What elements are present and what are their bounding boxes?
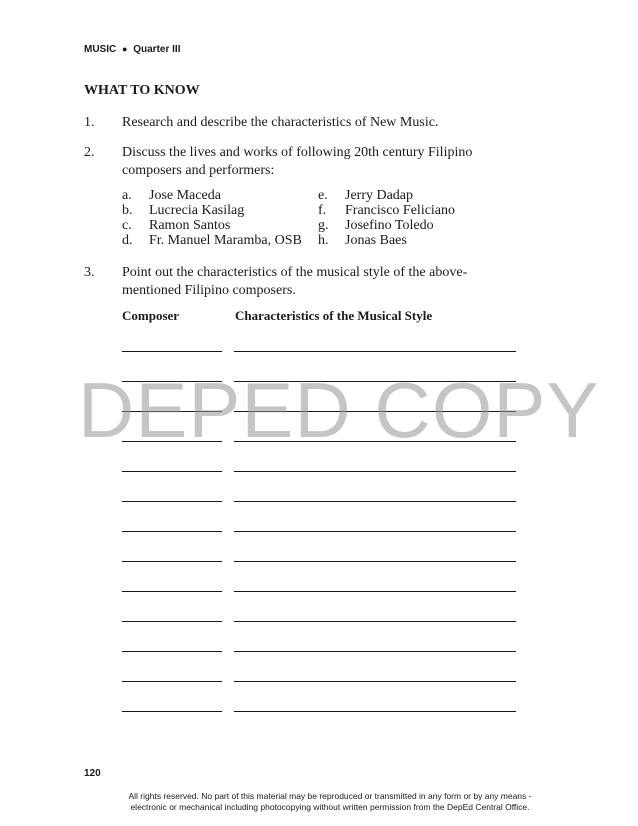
copyright-footer [80, 791, 580, 813]
composer-blank-line [122, 711, 222, 712]
item-letter: e. [318, 188, 328, 203]
style-blank-line [234, 411, 516, 412]
composer-blank-line [122, 411, 222, 412]
item-name: Fr. Manuel Maramba, OSB [149, 233, 302, 248]
watermark: DEPED COPY [78, 366, 600, 454]
style-blank-line [234, 351, 516, 352]
header-quarter: Quarter III [133, 44, 181, 55]
composer-blank-line [122, 441, 222, 442]
item-letter: a. [122, 188, 132, 203]
composer-column-header: Composer [122, 308, 180, 323]
style-blank-line [234, 501, 516, 502]
item-letter: g. [318, 218, 329, 233]
style-blank-line [234, 381, 516, 382]
style-blank-line [234, 531, 516, 532]
composer-blank-line [122, 531, 222, 532]
question-number: 2. [84, 145, 95, 160]
style-blank-line [234, 591, 516, 592]
question-text: Research and describe the characteristics of New Music. [122, 115, 439, 130]
style-blank-line [234, 651, 516, 652]
question-text: Point out the characteristics of the musical style of the above-mentioned Filipino composers. [122, 265, 468, 298]
item-letter: f. [318, 203, 327, 218]
footer-line: electronic or mechanical including photocopying without written permission from the DepEd Central Office. [130, 802, 530, 812]
composer-blank-line [122, 471, 222, 472]
composer-blank-line [122, 351, 222, 352]
style-column-header: Characteristics of the Musical Style [235, 308, 433, 323]
style-blank-line [234, 471, 516, 472]
question-number: 1. [84, 115, 95, 130]
item-letter: b. [122, 203, 133, 218]
composer-blank-line [122, 621, 222, 622]
composer-blank-line [122, 591, 222, 592]
style-blank-line [234, 681, 516, 682]
item-name: Lucrecia Kasilag [149, 203, 245, 218]
composer-blank-line [122, 501, 222, 502]
item-letter: c. [122, 218, 132, 233]
footer-line: All rights reserved. No part of this material may be reproduced or transmitted in any form or by any means - [128, 791, 532, 801]
question-text: Discuss the lives and works of following 20th century Filipino composers and performers: [122, 145, 473, 178]
style-blank-line [234, 711, 516, 712]
style-blank-line [234, 561, 516, 562]
style-blank-line [234, 441, 516, 442]
question-number: 3. [84, 265, 95, 280]
page-header [84, 44, 180, 55]
style-blank-line [234, 621, 516, 622]
composer-blank-line [122, 681, 222, 682]
section-title: WHAT TO KNOW [84, 83, 200, 98]
item-name: Ramon Santos [149, 218, 231, 233]
item-letter: h. [318, 233, 329, 248]
item-name: Francisco Feliciano [345, 203, 456, 218]
item-name: Josefino Toledo [345, 218, 434, 233]
composer-blank-line [122, 561, 222, 562]
item-letter: d. [122, 233, 133, 248]
composer-blank-line [122, 651, 222, 652]
composer-blank-line [122, 381, 222, 382]
bullet-icon: ● [122, 44, 128, 54]
item-name: Jose Maceda [149, 188, 221, 203]
header-subject: MUSIC [84, 44, 117, 55]
item-name: Jerry Dadap [345, 188, 414, 203]
item-name: Jonas Baes [345, 233, 407, 248]
page-number: 120 [84, 768, 101, 779]
